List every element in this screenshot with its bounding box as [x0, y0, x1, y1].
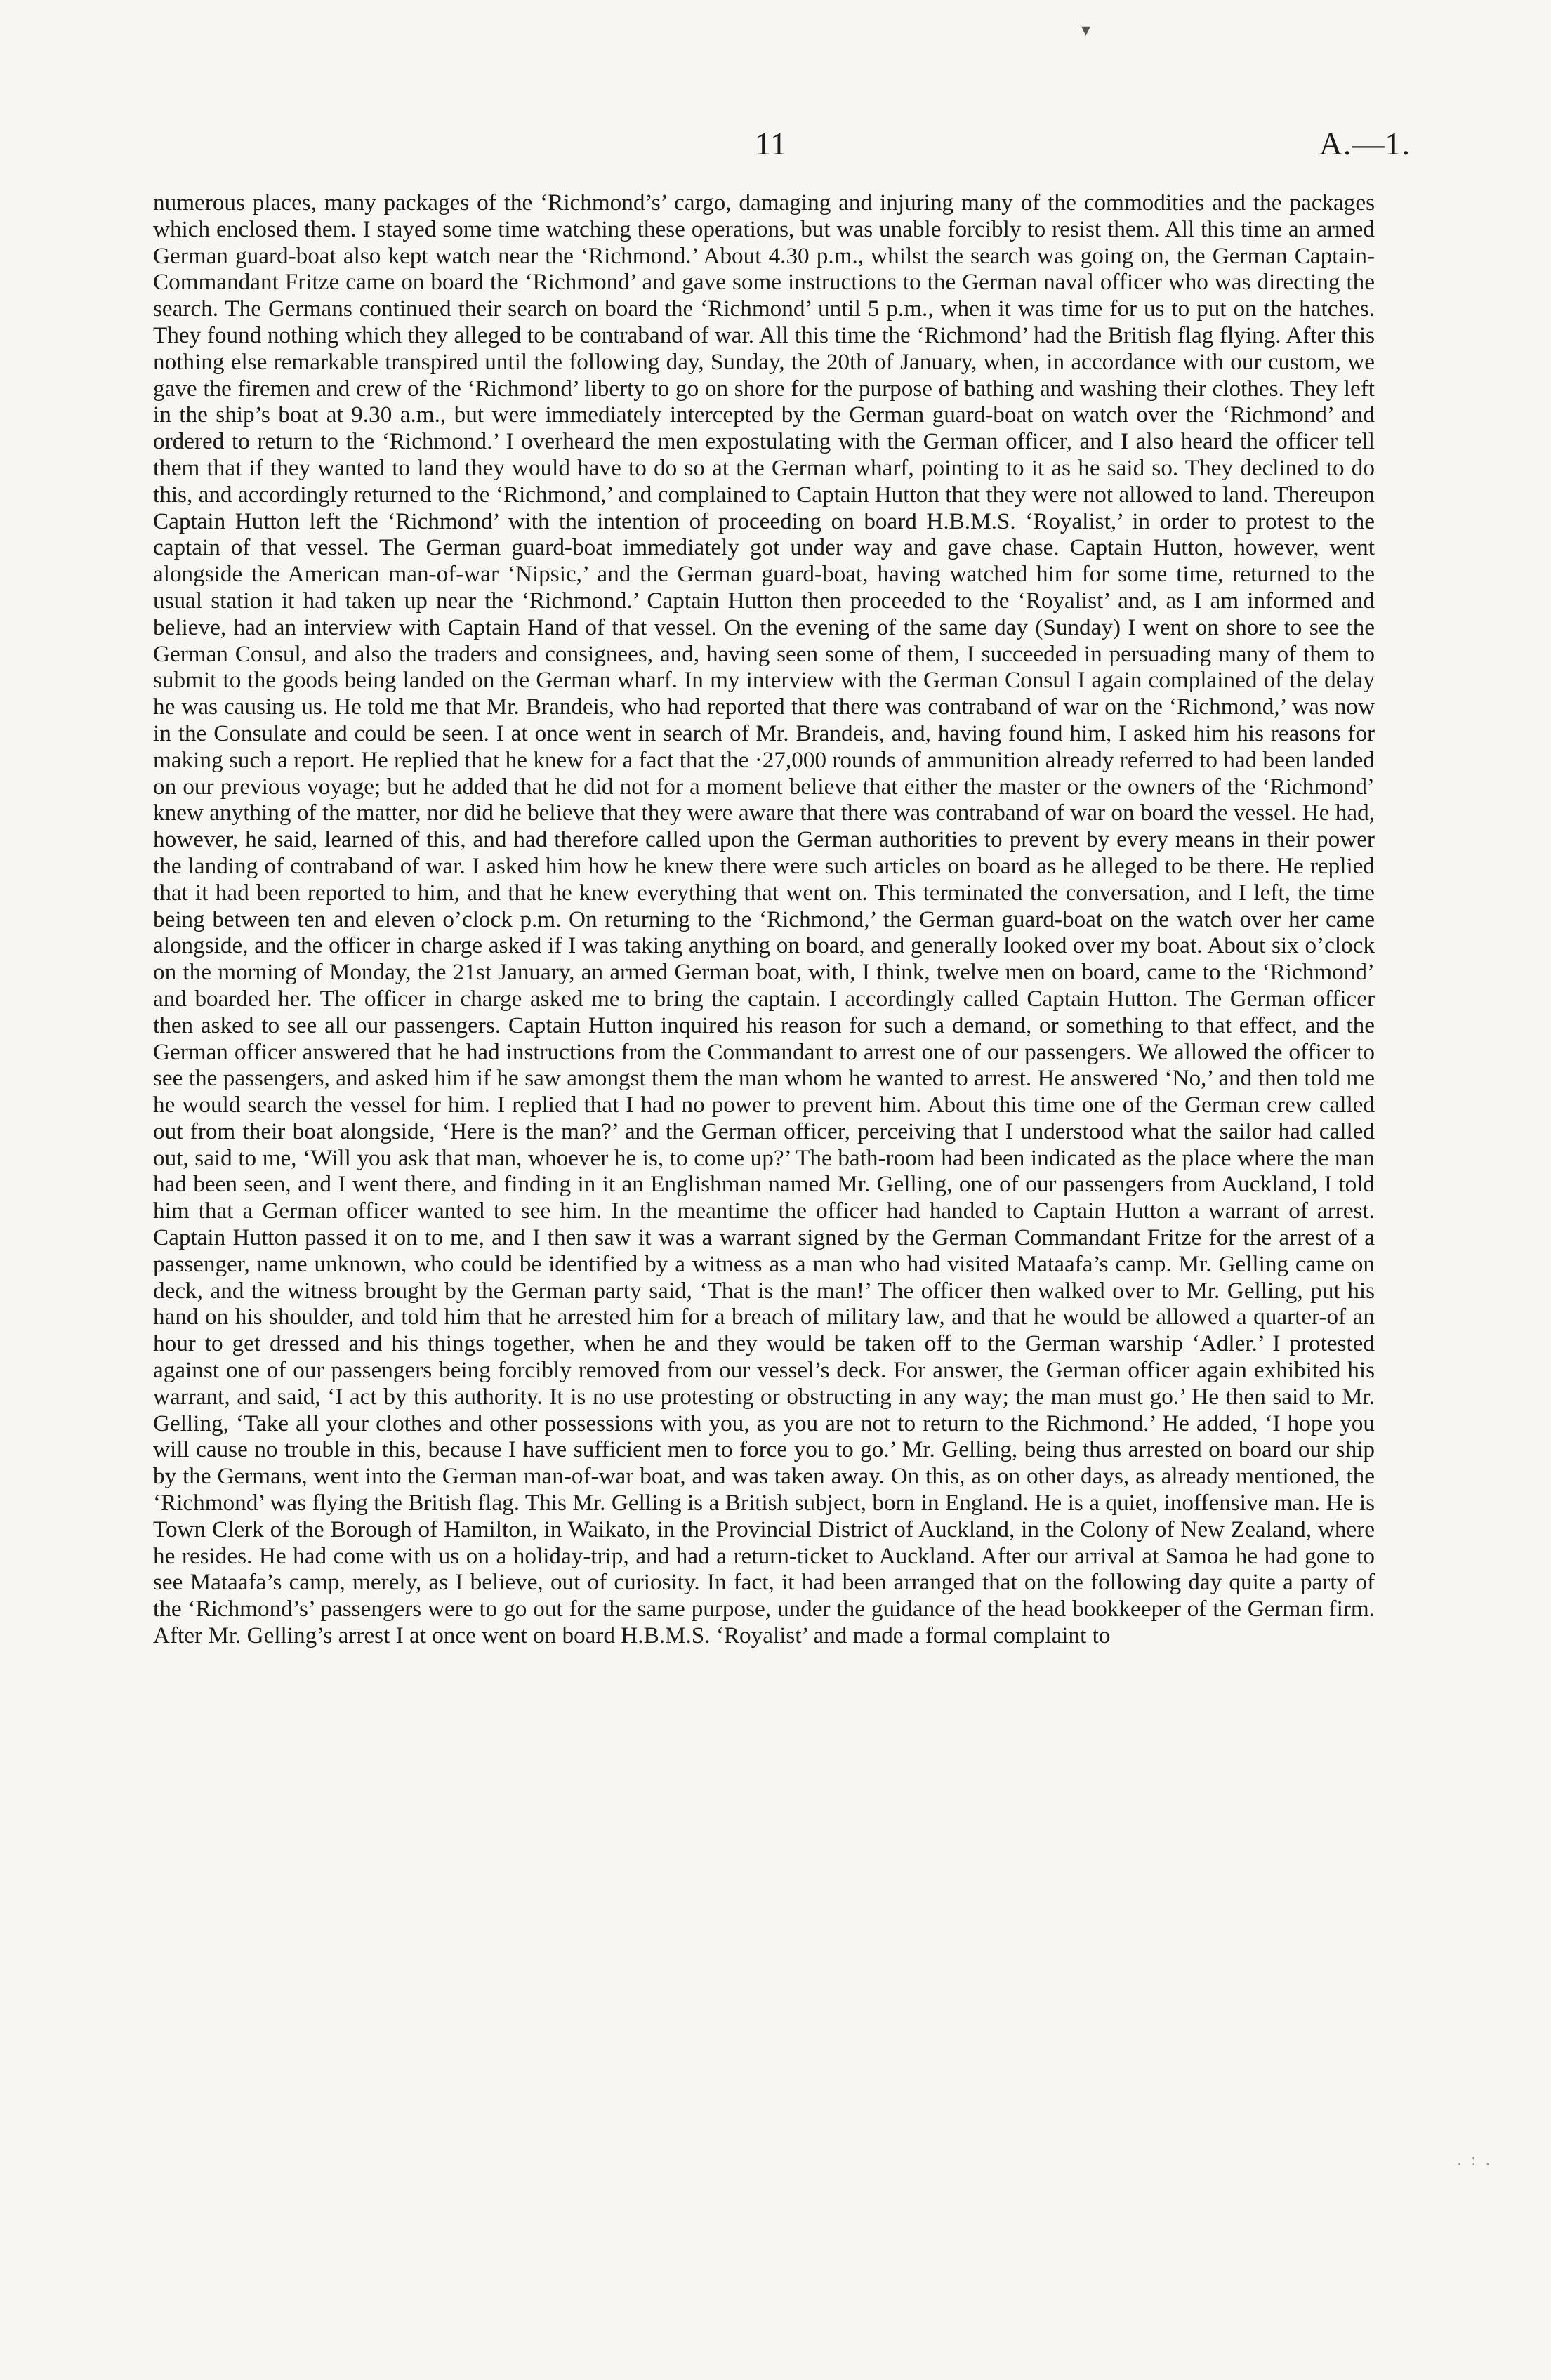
margin-mark: . : . — [1457, 2152, 1493, 2169]
document-reference: A.—1. — [1319, 126, 1411, 161]
body-paragraph: numerous places, many packages of the ‘Richmond’s’ cargo, damaging and injuring many of the commodities and the packages which enclosed them. I stayed some time watching these operations, but was unable forcibly to resist them. All this time an armed German guard-boat also kept watch near the ‘Richmond.’ About 4.30 p.m., whilst the search was going on, the German Captain-Commandant Fritze came on board the ‘Richmond’ and gave some instructions to the German naval officer who was directing the search. The Germans continued their search on board the ‘Richmond’ until 5 p.m., when it was time for us to put on the hatches. They found nothing which they alleged to be contraband of war. All this time the ‘Richmond’ had the British flag flying. After this nothing else remarkable transpired until the following day, Sunday, the 20th of January, when, in accordance with our custom, we gave the firemen and crew of the ‘Richmond’ liberty to go on shore for the purpose of bathing and washing their clothes. They left in the ship’s boat at 9.30 a.m., but were immediately intercepted by the German guard-boat on watch over the ‘Richmond’ and ordered to return to the ‘Richmond.’ I overheard the men expostulating with the German officer, and I also heard the officer tell them that if they wanted to land they would have to do so at the German wharf, pointing to it as he said so. They declined to do this, and accordingly returned to the ‘Richmond,’ and complained to Captain Hutton that they were not allowed to land. Thereupon Captain Hutton left the ‘Richmond’ with the intention of proceeding on board H.B.M.S. ‘Royalist,’ in order to protest to the captain of that vessel. The German guard-boat immediately got under way and gave chase. Captain Hutton, however, went alongside the American man-of-war ‘Nipsic,’ and the German guard-boat, having watched him for some time, returned to the usual station it had taken up near the ‘Richmond.’ Captain Hutton then proceeded to the ‘Royalist’ and, as I am informed and believe, had an interview with Captain Hand of that vessel. On the evening of the same day (Sunday) I went on shore to see the German Consul, and also the traders and consignees, and, having seen some of them, I succeeded in persuading many of them to submit to the goods being landed on the German wharf. In my interview with the German Consul I again complained of the delay he was causing us. He told me that Mr. Brandeis, who had reported that there was contraband of war on the ‘Richmond,’ was now in the Consulate and could be seen. I at once went in search of Mr. Brandeis, and, having found him, I asked him his reasons for making such a report. He replied that he knew for a fact that the ·27,000 rounds of ammunition already referred to had been landed on our previous voyage; but he added that he did not for a moment believe that either the master or the owners of the ‘Richmond’ knew anything of the matter, nor did he believe that they were aware that there was contraband of war on board the vessel. He had, however, he said, learned of this, and had therefore called upon the German authorities to prevent by every means in their power the landing of contraband of war. I asked him how he knew there were such articles on board as he alleged to be there. He replied that it had been reported to him, and that he knew everything that went on. This terminated the conversation, and I left, the time being between ten and eleven o’clock p.m. On returning to the ‘Richmond,’ the German guard-boat on the watch over her came alongside, and the officer in charge asked if I was taking anything on board, and generally looked over my boat. About six o’clock on the morning of Monday, the 21st January, an armed German boat, with, I think, twelve men on board, came to the ‘Richmond’ and boarded her. The officer in charge asked me to bring the captain. I accordingly called Captain Hutton. The German officer then asked to see all our passengers. Captain Hutton inquired his reason for such a demand, or something to that effect, and the German officer answered that he had instructions from the Commandant to arrest one of our passengers. We allowed the officer to see the passengers, and asked him if he saw amongst them the man whom he wanted to arrest. He answered ‘No,’ and then told me he would search the vessel for him. I replied that I had no power to prevent him. About this time one of the German crew called out from their boat alongside, ‘Here is the man?’ and the German officer, perceiving that I understood what the sailor had called out, said to me, ‘Will you ask that man, whoever he is, to come up?’ The bath-room had been indicated as the place where the man had been seen, and I went there, and finding in it an Englishman named Mr. Gelling, one of our passengers from Auckland, I told him that a German officer wanted to see him. In the meantime the officer had handed to Captain Hutton a warrant of arrest. Captain Hutton passed it on to me, and I then saw it was a warrant signed by the German Commandant Fritze for the arrest of a passenger, name unknown, who could be identified by a witness as a man who had visited Mataafa’s camp. Mr. Gelling came on deck, and the witness brought by the German party said, ‘That is the man!’ The officer then walked over to Mr. Gelling, put his hand on his shoulder, and told him that he arrested him for a breach of military law, and that he would be allowed a quarter-of an hour to get dressed and his things together, when he and they would be taken off to the German warship ‘Adler.’ I protested against one of our passengers being forcibly removed from our vessel’s deck. For answer, the German officer again exhibited his warrant, and said, ‘I act by this authority. It is no use protesting or obstructing in any way; the man must go.’ He then said to Mr. Gelling, ‘Take all your clothes and other possessions with you, as you are not to return to the Richmond.’ He added, ‘I hope you will cause no trouble in this, because I have sufficient men to force you to go.’ Mr. Gelling, being thus arrested on board our ship by the Germans, went into the German man-of-war boat, and was taken away. On this, as on other days, as already mentioned, the ‘Richmond’ was flying the British flag. This Mr. Gelling is a British subject, born in England. He is a quiet, inoffensive man. He is Town Clerk of the Borough of Hamilton, in Waikato, in the Provincial District of Auckland, in the Colony of New Zealand, where he resides. He had come with us on a holiday-trip, and had a return-ticket to Auckland. After our arrival at Samoa he had gone to see Mataafa’s camp, merely, as I believe, out of curiosity. In fact, it had been arranged that on the following day quite a party of the ‘Richmond’s’ passengers were to go out for the same purpose, under the guidance of the head bookkeeper of the German firm. After Mr. Gelling’s arrest I at once went on board H.B.M.S. ‘Royalist’ and made a formal complaint to — [153, 190, 1375, 1649]
page-header — [0, 125, 1551, 174]
page-number: 11 — [755, 126, 788, 161]
ink-mark: ▾ — [1081, 20, 1091, 41]
